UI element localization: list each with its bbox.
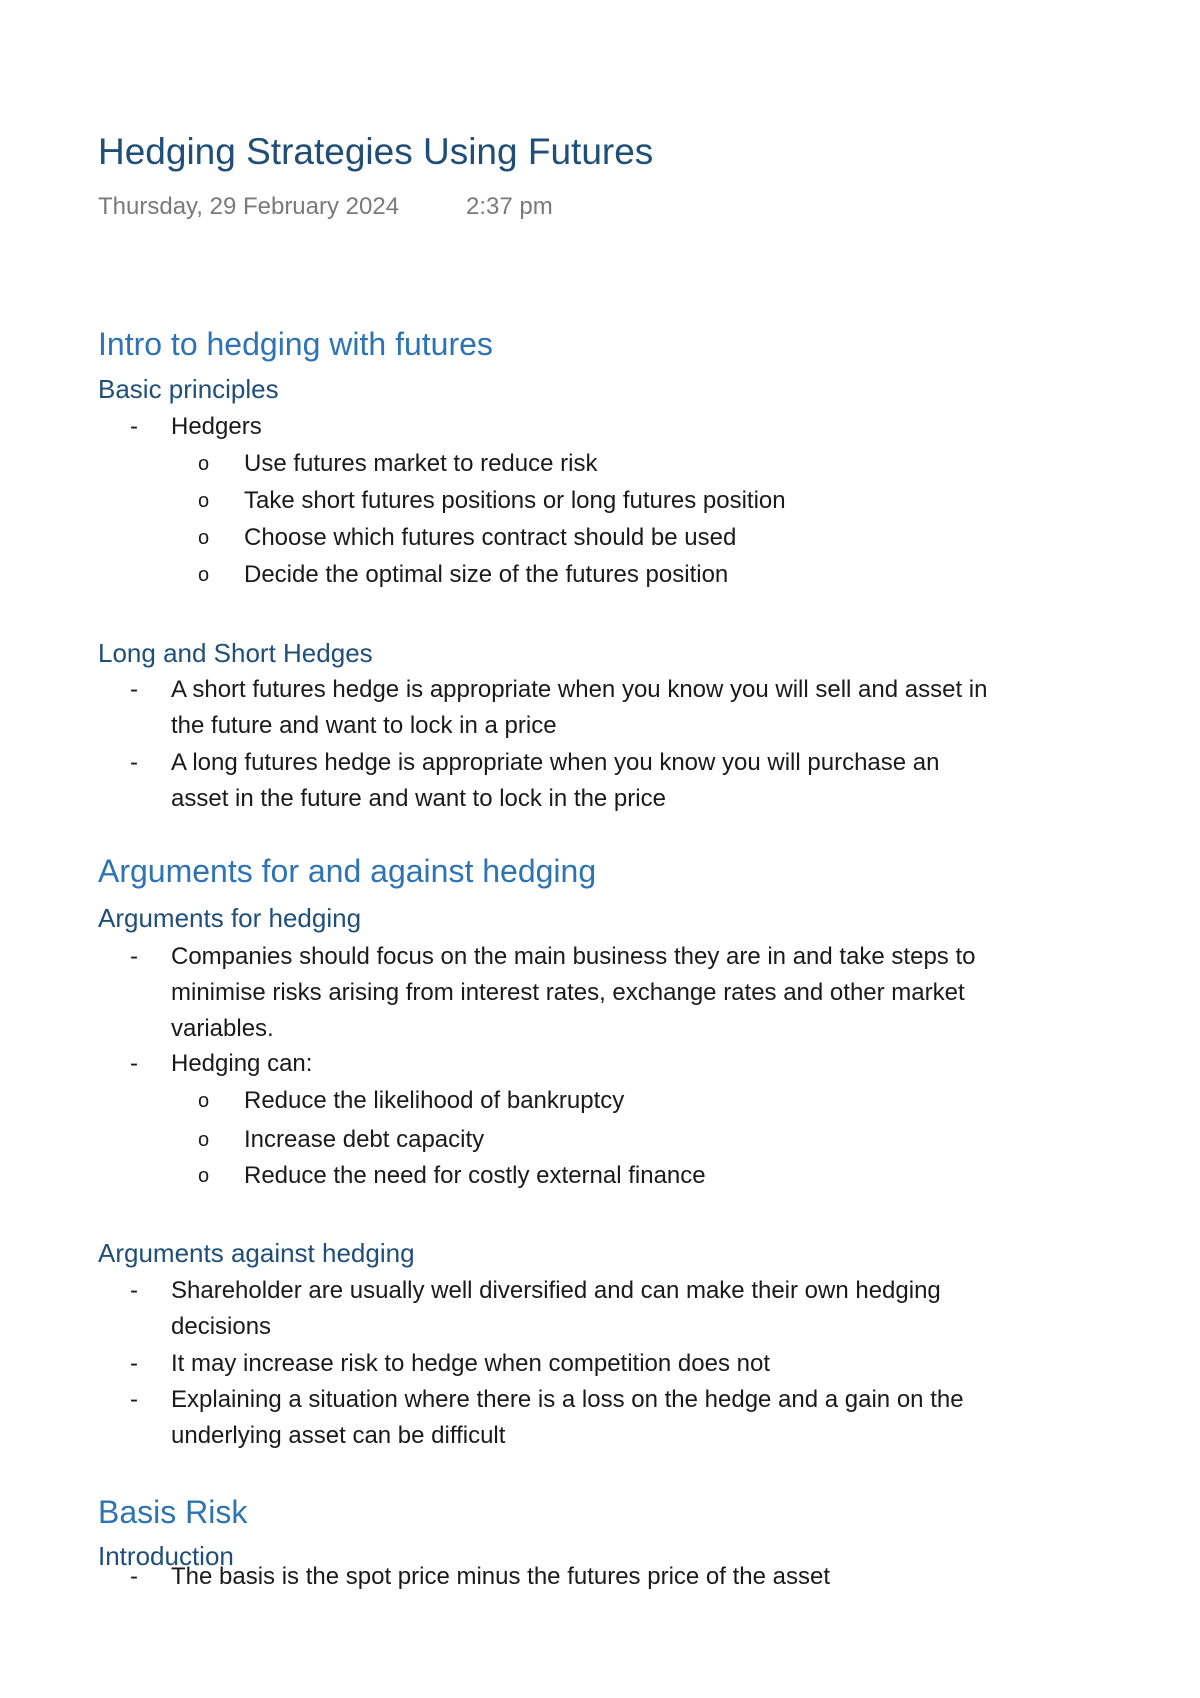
dash-marker: - [130,1563,138,1590]
heading-basis-risk: Basis Risk [98,1494,248,1530]
sub-list-item: Take short futures positions or long futures position [244,487,786,514]
document-page [98,0,1108,1698]
sub-list-item: Increase debt capacity [244,1126,485,1153]
list-item-line: A short futures hedge is appropriate when you know you will sell and asset in [171,676,988,703]
dash-marker: - [130,1277,138,1304]
circle-marker: o [198,1129,210,1151]
circle-marker: o [198,1165,210,1187]
subheading-arguments-against: Arguments against hedging [98,1238,415,1268]
list-item-line: Shareholder are usually well diversified and can make their own hedging [171,1277,941,1304]
dash-marker: - [130,1350,138,1377]
circle-marker: o [198,490,210,512]
page-time: 2:37 pm [466,193,553,220]
heading-arguments: Arguments for and against hedging [98,853,597,889]
list-item-line: Explaining a situation where there is a loss on the hedge and a gain on the [171,1386,964,1413]
page-date: Thursday, 29 February 2024 [98,193,400,220]
dash-marker: - [130,1050,138,1077]
list-item-line: Companies should focus on the main business they are in and take steps to [171,943,976,970]
sub-list-item: Reduce the likelihood of bankruptcy [244,1087,625,1114]
list-item-line: variables. [171,1015,274,1042]
circle-marker: o [198,453,210,475]
circle-marker: o [198,564,210,586]
sub-list-item: Decide the optimal size of the futures position [244,561,729,588]
sub-list-item: Use futures market to reduce risk [244,450,598,477]
circle-marker: o [198,1090,210,1112]
list-item-line: It may increase risk to hedge when competition does not [171,1350,770,1377]
list-item-line: decisions [171,1313,272,1340]
page-meta [98,193,553,221]
subheading-long-short: Long and Short Hedges [98,638,373,668]
page-title: Hedging Strategies Using Futures [98,131,654,172]
sub-list-item: Choose which futures contract should be used [244,524,737,551]
subheading-arguments-for: Arguments for hedging [98,903,362,933]
list-item-line: A long futures hedge is appropriate when you know you will purchase an [171,749,940,776]
subheading-introduction: Introduction [98,1541,234,1571]
subheading-basic-principles: Basic principles [98,374,279,404]
dash-marker: - [130,413,138,440]
list-item-line: underlying asset can be difficult [171,1422,506,1449]
list-item-line-truncated: The basis is the spot price minus the futures price of the asset [171,1563,830,1590]
list-item-line: the future and want to lock in a price [171,712,557,739]
dash-marker: - [130,943,138,970]
dash-marker: - [130,676,138,703]
circle-marker: o [198,527,210,549]
list-item-hedging-can: Hedging can: [171,1050,313,1077]
cut-off-line [98,1563,1108,1596]
list-item-line: asset in the future and want to lock in the price [171,785,666,812]
dash-marker: - [130,1386,138,1413]
heading-intro: Intro to hedging with futures [98,326,493,362]
list-item-line: minimise risks arising from interest rates, exchange rates and other market [171,979,965,1006]
list-item-hedgers: Hedgers [171,413,262,440]
dash-marker: - [130,749,138,776]
sub-list-item: Reduce the need for costly external finance [244,1162,706,1189]
